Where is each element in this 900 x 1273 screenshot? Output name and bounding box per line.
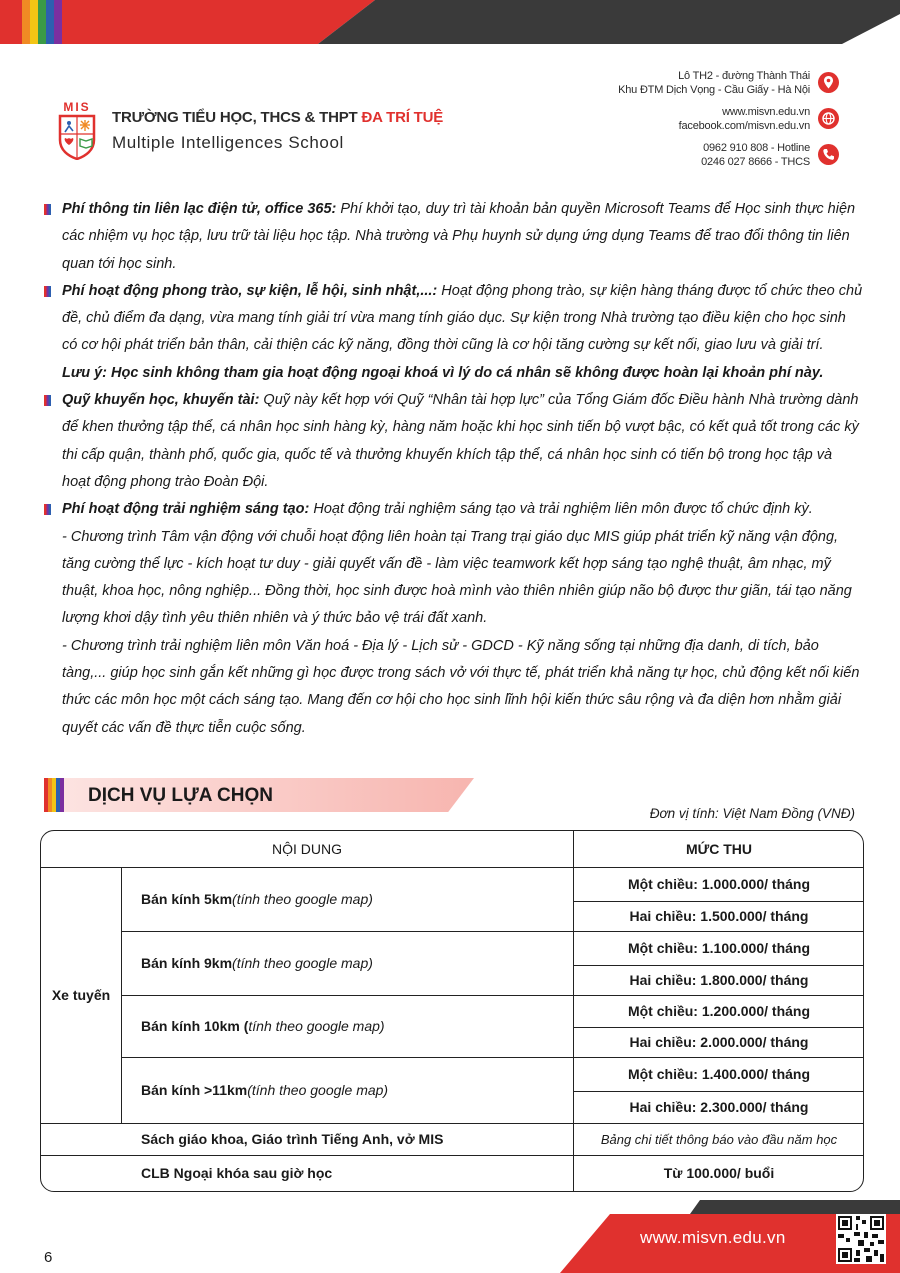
address-line-2: Khu ĐTM Dịch Vọng - Cầu Giấy - Hà Nội bbox=[618, 84, 810, 96]
club-fee: Từ 100.000/ buổi bbox=[663, 1165, 775, 1181]
grid-line bbox=[573, 931, 864, 932]
address-line-1: Lô TH2 - đường Thành Thái bbox=[678, 70, 810, 82]
bullet-marker bbox=[44, 395, 51, 406]
currency-unit: Đơn vị tính: Việt Nam Đồng (VNĐ) bbox=[649, 806, 855, 821]
grid-line bbox=[41, 1155, 864, 1156]
grid-line bbox=[573, 1091, 864, 1092]
bullet-marker bbox=[44, 286, 51, 297]
bullet-marker bbox=[44, 504, 51, 515]
item-title: Phí hoạt động phong trào, sự kiện, lễ hội, sinh nhật,...: bbox=[62, 282, 438, 299]
club-label: CLB Ngoại khóa sau giờ học bbox=[141, 1165, 333, 1181]
item-scholarship-fund bbox=[44, 387, 864, 496]
optional-services-table bbox=[40, 830, 864, 1192]
item-events bbox=[44, 278, 864, 360]
grid-line bbox=[121, 995, 573, 996]
grid-line bbox=[573, 995, 864, 996]
school-name-accent: ĐA TRÍ TUỆ bbox=[361, 109, 444, 126]
grid-line bbox=[573, 901, 864, 902]
logo-text: MIS bbox=[63, 100, 91, 114]
fee-descriptions bbox=[44, 196, 864, 742]
hotline-text: 0962 910 808 - Hotline bbox=[703, 142, 810, 154]
section-title: DỊCH VỤ LỰA CHỌN bbox=[88, 785, 273, 806]
phone-thcs-text: 0246 027 8666 - THCS bbox=[701, 156, 810, 168]
fee-11km-two-way: Hai chiều: 2.300.000/ tháng bbox=[629, 1099, 809, 1115]
grid-line bbox=[41, 867, 864, 868]
radius-11km: Bán kính >11km (tính theo google map) bbox=[141, 1082, 389, 1098]
grid-line bbox=[573, 1057, 864, 1058]
item-text: Hoạt động phong trào, sự kiện hàng tháng được tổ chức theo chủ đề, chủ điểm đa dạng, vừa mang tính giải trí vừa mang tính giáo dục. Sự kiện trong Nhà trường tạo điều kiện cho học sinh có cơ hội phát triển bản thân, cải thiện các kỹ năng, đồng thời cũng là cơ hội tăng cường sự kết nối, giao lưu và giải trí. bbox=[62, 282, 863, 354]
bullet-marker bbox=[44, 204, 51, 215]
grid-line bbox=[121, 1057, 573, 1058]
item-text: Hoạt động trải nghiệm sáng tạo và trải nghiệm liên môn được tổ chức định kỳ. bbox=[309, 501, 813, 518]
books-fee: Bảng chi tiết thông báo vào đầu năm học bbox=[600, 1131, 838, 1147]
item-title: Quỹ khuyến học, khuyến tài: bbox=[62, 392, 260, 409]
school-logo bbox=[56, 100, 98, 162]
header-content: NỘI DUNG bbox=[272, 841, 342, 857]
fee-9km-two-way: Hai chiều: 1.800.000/ tháng bbox=[629, 972, 809, 988]
fee-5km-one-way: Một chiều: 1.000.000/ tháng bbox=[627, 876, 811, 892]
radius-9km: Bán kính 9km (tính theo google map) bbox=[141, 955, 373, 971]
radius-5km: Bán kính 5km (tính theo google map) bbox=[141, 891, 373, 907]
shield-icon bbox=[58, 114, 96, 160]
experience-program-1: - Chương trình Tâm vận động với chuỗi hoạt động liên hoàn tại Trang trại giáo dục MIS giúp phát triển kỹ năng vận động, tăng cường thể lực - kích hoạt tư duy - giải quyết vấn đề - làm việc teamwork kết hợp sáng tạo nghệ thuật, âm nhạc, mỹ thuật, khoa học, nông nghiệp... Đồng thời, học sinh được hoà mình vào thiên nhiên giúp não bộ được thư giãn, tái tạo năng lượng khơi dậy tình yêu thiên nhiên và ý thức bảo vệ trái đất xanh. bbox=[62, 528, 852, 627]
school-subtitle: Multiple Intelligences School bbox=[112, 133, 344, 152]
qr-code-icon bbox=[836, 1214, 886, 1264]
note-text: Lưu ý: Học sinh không tham gia hoạt động ngoại khoá vì lý do cá nhân sẽ không được hoàn lại khoản phí này. bbox=[62, 364, 824, 381]
website-link[interactable]: www.misvn.edu.vn bbox=[722, 106, 810, 118]
web-block bbox=[679, 105, 810, 133]
grid-line bbox=[121, 931, 573, 932]
experience-program-2: - Chương trình trải nghiệm liên môn Văn hoá - Địa lý - Lịch sử - GDCD - Kỹ năng sống tại những địa danh, di tích, bảo tàng,... giúp học sinh gắn kết những gì học được trong sách vở với thực tế, phát triển khả năng tự học, chủ động kết nối kiến thức các môn học một cách sáng tạo. Mang đến cơ hội cho học sinh lĩnh hội kiến thức sâu rộng và đa diện hơn nhằm giải quyết các vấn đề thực tiễn cuộc sống. bbox=[62, 637, 860, 736]
fee-11km-one-way: Một chiều: 1.400.000/ tháng bbox=[627, 1066, 811, 1082]
top-decoration bbox=[0, 0, 900, 44]
books-label: Sách giáo khoa, Giáo trình Tiếng Anh, vở MIS bbox=[141, 1131, 444, 1147]
grid-line bbox=[573, 831, 574, 1192]
grid-line bbox=[573, 1027, 864, 1028]
page-number: 6 bbox=[44, 1249, 53, 1266]
globe-icon bbox=[818, 108, 839, 129]
bus-label: Xe tuyến bbox=[51, 987, 111, 1003]
location-pin-icon bbox=[818, 72, 839, 93]
radius-10km: Bán kính 10km ( tính theo google map) bbox=[141, 1018, 385, 1034]
grid-line bbox=[41, 1123, 864, 1124]
grid-line bbox=[573, 965, 864, 966]
section-header bbox=[44, 778, 474, 812]
school-name: TRƯỜNG TIỂU HỌC, THCS & THPT ĐA TRÍ TUỆ bbox=[112, 109, 444, 126]
fee-5km-two-way: Hai chiều: 1.500.000/ tháng bbox=[629, 908, 809, 924]
address-block bbox=[618, 69, 810, 97]
header-fee: MỨC THU bbox=[685, 841, 753, 857]
facebook-link[interactable]: facebook.com/misvn.edu.vn bbox=[678, 120, 810, 132]
item-text: Quỹ này kết hợp với Quỹ “Nhân tài hợp lực” của Tổng Giám đốc Điều hành Nhà trường dành để khen thưởng tập thể, cá nhân học sinh hàng kỳ, hàng năm hoặc khi học sinh tiến bộ vượt bậc, có kết quả tốt trong các kỳ thi cấp quận, thành phố, quốc gia, quốc tế và thưởng khuyến khích tập thể, cá nhân học sinh có tiến bộ trong học tập và hoạt động phong trào Đoàn Đội. bbox=[62, 392, 859, 490]
item-office365 bbox=[44, 196, 864, 278]
phone-block bbox=[701, 141, 810, 169]
fee-10km-two-way: Hai chiều: 2.000.000/ tháng bbox=[629, 1034, 809, 1050]
phone-icon bbox=[818, 144, 839, 165]
footer-website[interactable]: www.misvn.edu.vn bbox=[640, 1228, 786, 1247]
section-stripes bbox=[44, 778, 66, 812]
fee-10km-one-way: Một chiều: 1.200.000/ tháng bbox=[627, 1003, 811, 1019]
item-title: Phí hoạt động trải nghiệm sáng tạo: bbox=[62, 501, 310, 518]
item-experience bbox=[44, 496, 864, 523]
fee-9km-one-way: Một chiều: 1.100.000/ tháng bbox=[627, 940, 811, 956]
item-title: Phí thông tin liên lạc điện tử, office 365: bbox=[62, 201, 337, 217]
item-text: Phí khởi tạo, duy trì tài khoản bản quyền Microsoft Teams để Học sinh thực hiện các nhiệm vụ học tập, lưu trữ tài liệu học tập. Nhà trường và Phụ huynh sử dụng ứng dụng Teams để trao đổi thông tin liên quan tới học sinh. bbox=[62, 201, 856, 272]
